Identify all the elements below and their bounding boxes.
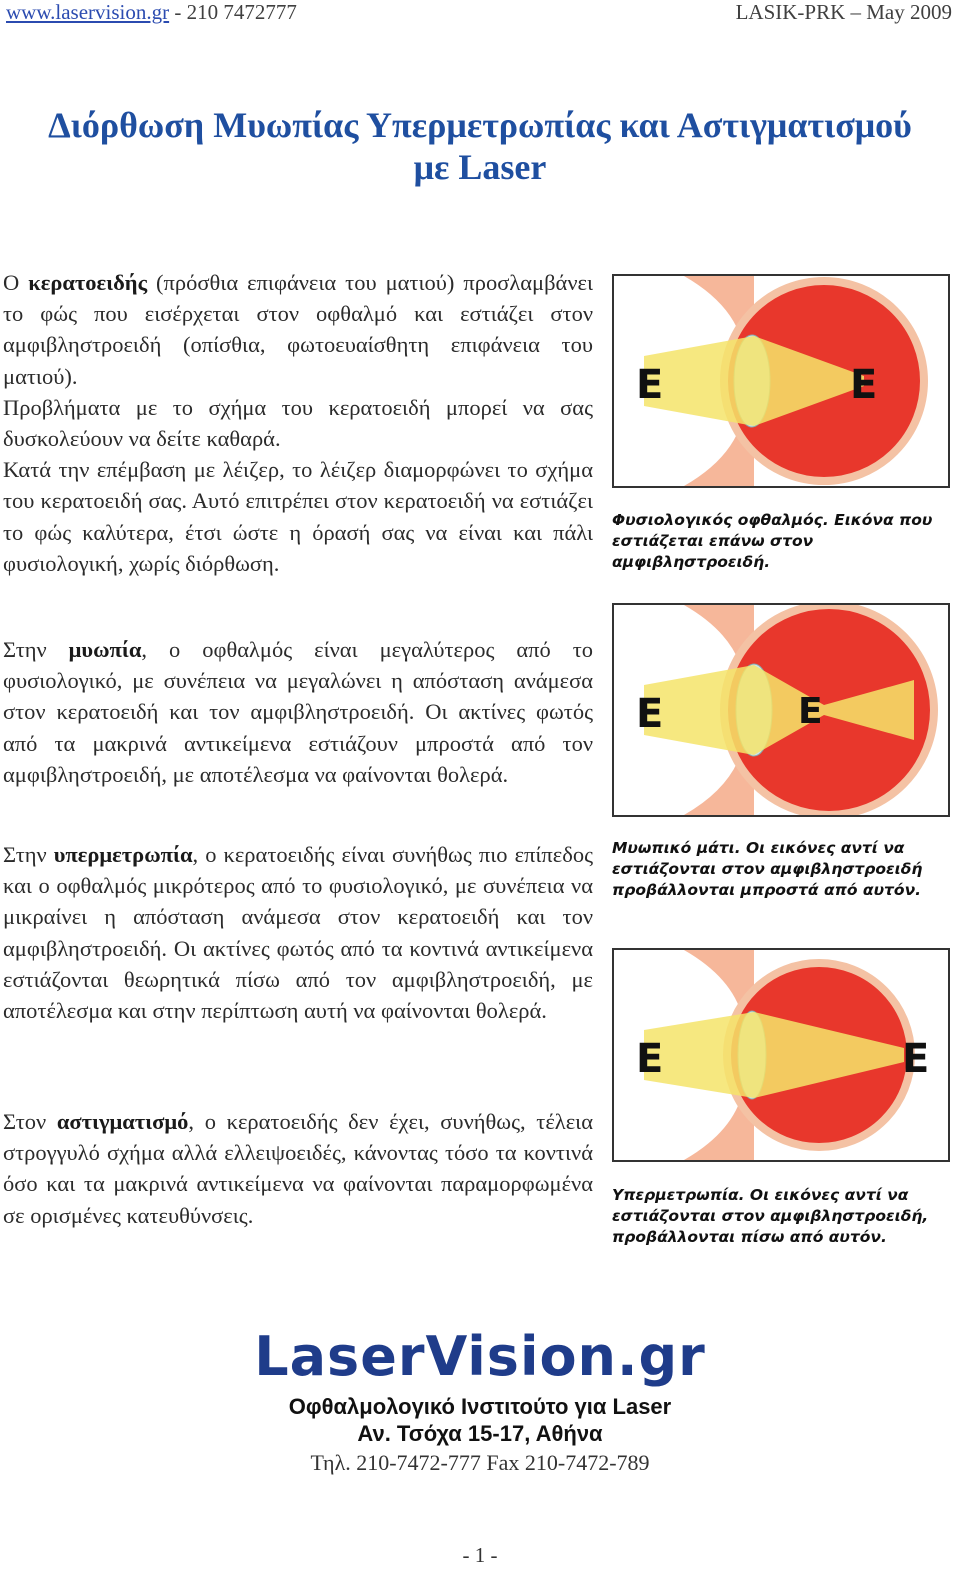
paragraph-astigmatism [3, 1106, 593, 1231]
paragraph-cornea [3, 267, 593, 579]
image-letter: E [798, 691, 823, 732]
page-header [6, 0, 952, 26]
paragraph-myopia [3, 634, 593, 790]
caption-normal-eye: Φυσιολογικός οφθαλμός. Εικόνα που εστιάζεται επάνω στον αμφιβληστροειδή. [612, 511, 933, 571]
text: Στην [3, 637, 69, 662]
image-letter: E [902, 1036, 930, 1082]
site-link[interactable]: www.laservision.gr [6, 0, 170, 24]
document-title [0, 104, 960, 188]
institute-address [0, 1393, 960, 1447]
header-right: LASIK-PRK – May 2009 [735, 0, 952, 24]
figure-hyperopic-eye [612, 948, 950, 1162]
header-phone: - 210 7472777 [169, 0, 297, 24]
eye-diagram-myopic [614, 605, 948, 815]
paragraph-cornea-intro [3, 267, 593, 392]
paragraph-hyperopia [3, 839, 593, 1026]
contact-phone-fax: Τηλ. 210-7472-777 Fax 210-7472-789 [310, 1450, 650, 1475]
laservision-logo [0, 1325, 960, 1388]
eye-diagram-hyperopic [614, 950, 948, 1160]
paragraph-cornea-laser: Κατά την επέμβαση με λέιζερ, το λέιζερ διαμορφώνει το σχήμα του κερατοειδή σας. Αυτό επιτρέπει στον κερατοειδή να εστιάζει το φώς καλύτερα, έτσι ώστε η όρασή σας να είναι και πάλι φυσιολογική, χωρίς διόρθωση. [3, 457, 593, 576]
eye-diagram-normal [614, 276, 948, 486]
object-letter: E [636, 691, 664, 737]
title-line-1: Διόρθωση Μυωπίας Υπερμετρωπίας και Αστιγματισμού [48, 105, 912, 145]
object-letter: E [636, 1036, 664, 1082]
logo-wordmark: LaserVision.gr [254, 1325, 706, 1388]
text: Στον [3, 1109, 57, 1134]
institute-name: Οφθαλμολογικό Ινστιτούτο για Laser [288, 1394, 672, 1419]
text: Στην [3, 842, 54, 867]
figure-normal-eye [612, 274, 950, 488]
text: (πρόσθια επιφάνεια του ματιού) προσλαμβάνει το φώς που εισέρχεται στον οφθαλμό και εστιάζει στον αμφιβληστροειδή (οπίσθια, φωτοευαίσθητη επιφάνεια του ματιού). [3, 270, 594, 389]
caption-hyperopic-eye: Υπερμετρωπία. Οι εικόνες αντί να εστιάζονται στον αμφιβληστροειδή, προβάλλονται πίσω από αυτόν. [612, 1186, 929, 1246]
term-hyperopia: υπερμετρωπία [53, 842, 193, 867]
paragraph-cornea-problems: Προβλήματα με το σχήμα του κερατοειδή μπορεί να σας δυσκολεύουν να δείτε καθαρά. [3, 394, 593, 452]
text: Ο [3, 270, 29, 295]
caption-myopic-eye: Μυωπικό μάτι. Οι εικόνες αντί να εστιάζονται στον αμφιβληστροειδή προβάλλονται μπροστά από αυτόν. [612, 839, 923, 899]
term-astigmatism: αστιγματισμό [56, 1109, 189, 1134]
text: , ο οφθαλμός είναι μεγαλύτερος από το φυσιολογικό, με συνέπεια να μεγαλώνει η απόσταση ανάμεσα στον κερατοειδή και τον αμφιβληστροειδή. Οι ακτίνες φωτός από τα μακρινά αντικείμενα εστιάζουν μπροστά από τον αμφιβληστροειδή, με αποτέλεσμα να φαίνονται θολερά. [3, 637, 594, 787]
text: , ο κερατοειδής είναι συνήθως πιο επίπεδος και ο οφθαλμός μικρότερος από το φυσιολογικό, με συνέπεια να μικραίνει η απόσταση ανάμεσα στον κερατοειδή και τον αμφιβληστροειδή. Οι ακτίνες φωτός από τα κοντινά αντικείμενα εστιάζονται θεωρητικά πίσω από τον αμφιβληστροειδή, με αποτέλεσμα και στην περίπτωση αυτή να φαίνονται θολερά. [3, 842, 593, 1024]
image-letter: E [850, 362, 878, 408]
term-cornea: κερατοειδής [28, 270, 148, 295]
figure-myopic-eye [612, 603, 950, 817]
term-myopia: μυωπία [68, 637, 142, 662]
title-line-2: με Laser [413, 147, 547, 187]
street-address: Αν. Τσόχα 15-17, Αθήνα [357, 1421, 603, 1446]
page-number: - 1 - [462, 1543, 498, 1567]
text: , ο κερατοειδής δεν έχει, συνήθως, τέλεια στρογγυλό σχήμα αλλά ελλειψοειδές, κάνοντας τόσο τα κοντινά όσο και τα μακρινά αντικείμενα να φαίνονται παραμορφωμένα σε ορισμένες κατευθύνσεις. [3, 1109, 593, 1228]
object-letter: E [636, 362, 664, 408]
header-left [6, 0, 297, 26]
